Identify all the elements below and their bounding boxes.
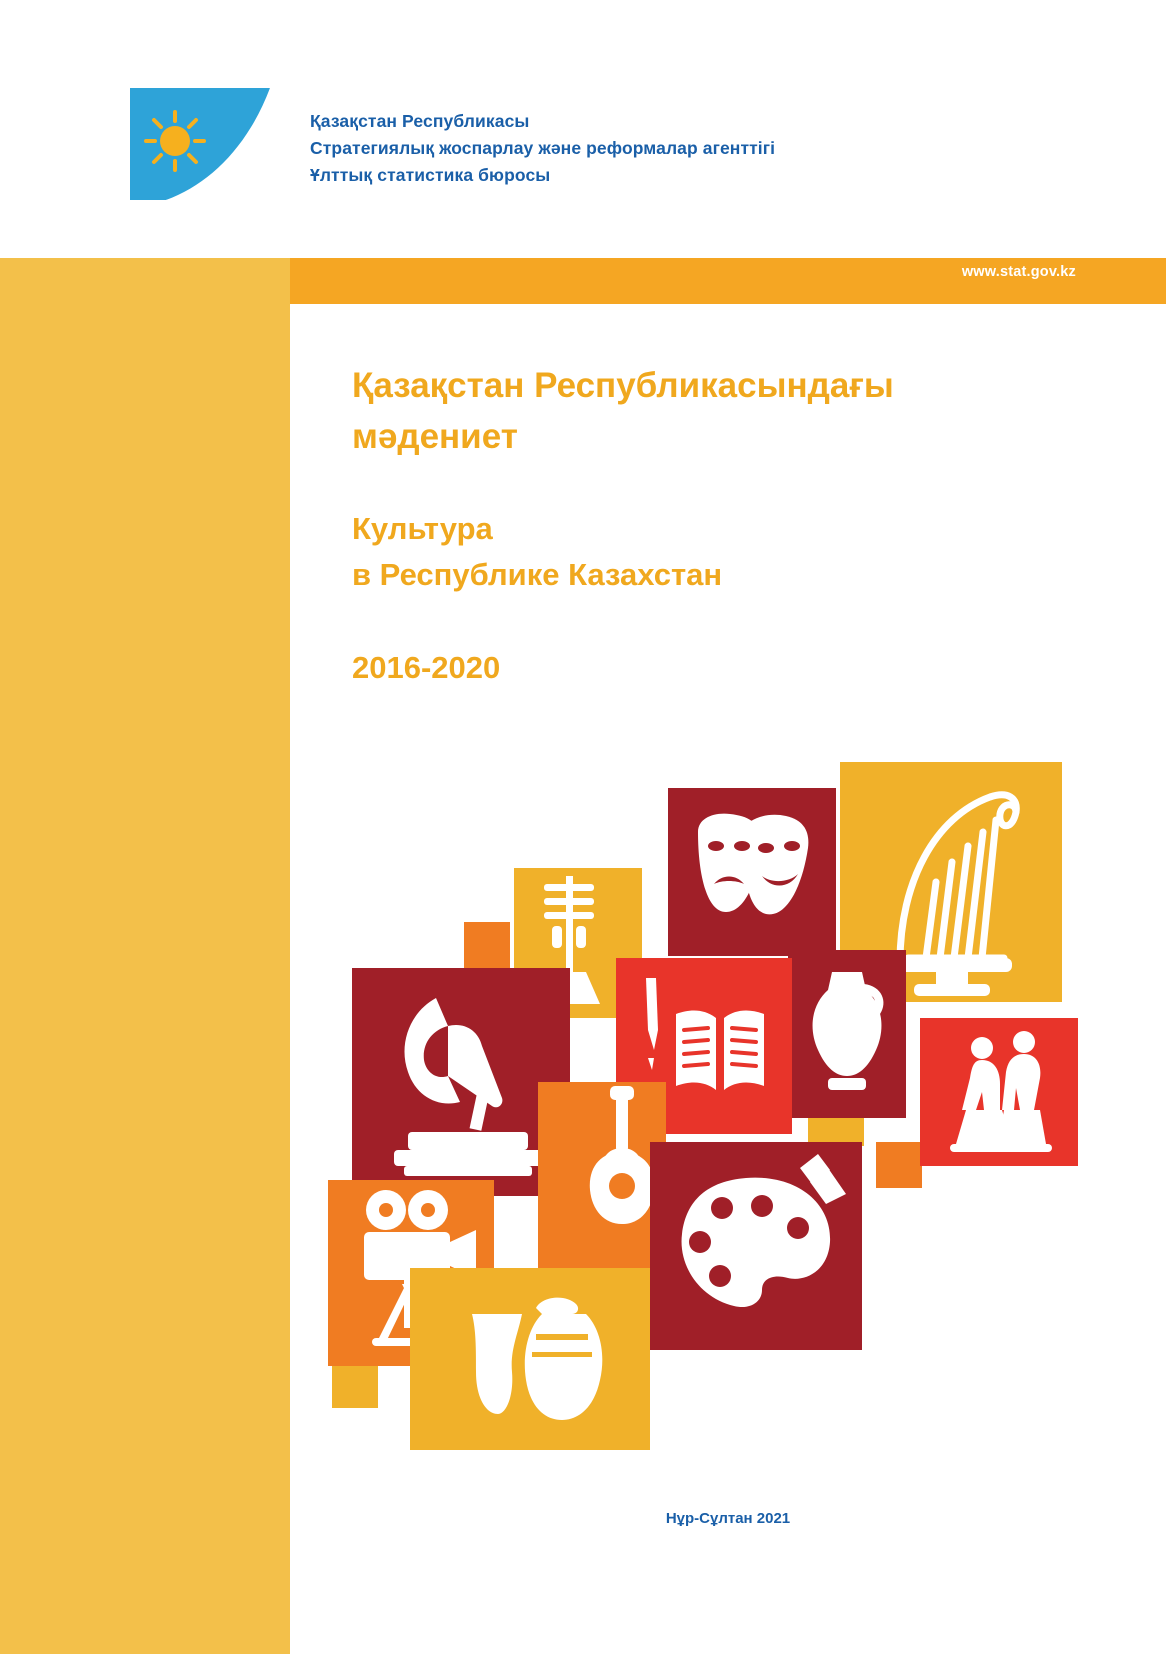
page-title-years: 2016-2020 [352, 650, 501, 685]
cover-titles [352, 360, 1052, 686]
sun-icon [144, 110, 206, 172]
palette-icon [650, 1142, 862, 1350]
vase-icon [788, 950, 906, 1118]
square-accent-orange-2 [876, 1142, 922, 1188]
page-title-ru-line1: Культура [352, 511, 493, 546]
organization-name [310, 108, 1010, 189]
square-accent-gold-2 [332, 1362, 378, 1408]
page-title-kk: Қазақстан Республикасындағы мәдениет [352, 366, 894, 456]
kazakhstan-statistics-bureau-logo [130, 88, 270, 200]
website-url[interactable]: www.stat.gov.kz [961, 264, 1076, 280]
organization-line-3: Ұлттық статистика бюросы [310, 165, 551, 185]
left-color-band [0, 258, 290, 1654]
page-title-ru-line2: в Республике Казахстан [352, 557, 723, 592]
guitar-icon [538, 1082, 666, 1272]
dancers-icon [920, 1018, 1078, 1166]
organization-line-2: Стратегиялық жоспарлау және реформалар агенттігі [310, 138, 776, 158]
culture-icon-collage [320, 750, 1110, 1470]
organization-line-1: Қазақстан Республикасы [310, 111, 530, 131]
square-accent-orange [464, 922, 510, 968]
theatre-masks-icon [668, 788, 836, 956]
publication-city-year: Нұр-Сұлтан 2021 [665, 1510, 791, 1527]
pottery-icon [410, 1268, 650, 1450]
page-header [0, 0, 1166, 258]
